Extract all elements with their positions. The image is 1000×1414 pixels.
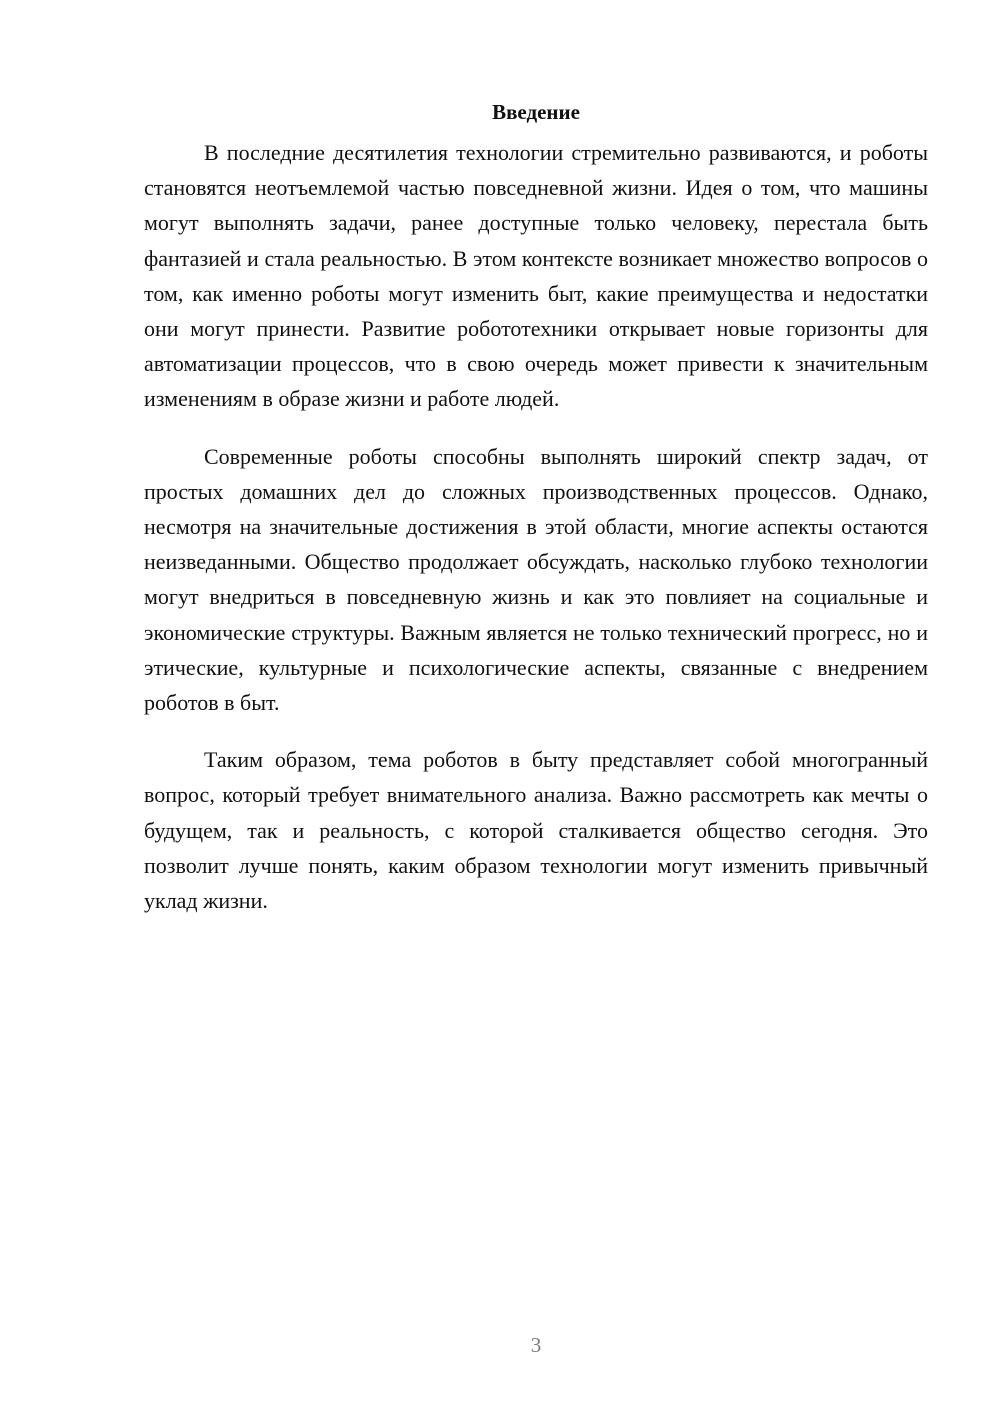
document-body — [144, 97, 928, 940]
paragraph-1: В последние десятилетия технологии стремительно развиваются, и роботы становятся неотъемлемой частью повседневной жизни. Идея о том, что машины могут выполнять задачи, ранее доступные только человеку, перестала быть фантазией и стала реальностью. В этом контексте возникает множество вопросов о том, как именно роботы могут изменить быт, какие преимущества и недостатки они могут принести. Развитие робототехники открывает новые горизонты для автоматизации процессов, что в свою очередь может привести к значительным изменениям в образе жизни и работе людей. — [144, 140, 928, 412]
page-number: 3 — [530, 1333, 542, 1357]
paragraph-2: Современные роботы способны выполнять широкий спектр задач, от простых домашних дел до сложных производственных процессов. Однако, несмотря на значительные достижения в этой области, многие аспекты остаются неизведанными. Общество продолжает обсуждать, насколько глубоко технологии могут внедриться в повседневную жизнь и как это повлияет на социальные и экономические структуры. Важным является не только технический прогресс, но и этические, культурные и психологические аспекты, связанные с внедрением роботов в быт. — [144, 443, 928, 716]
paragraph-3: Таким образом, тема роботов в быту представляет собой многогранный вопрос, который требует внимательного анализа. Важно рассмотреть как мечты о будущем, так и реальность, с которой сталкивается общество сегодня. Это позволит лучше понять, каким образом технологии могут изменить привычный уклад жизни. — [144, 747, 928, 914]
section-title: Введение — [492, 100, 580, 124]
